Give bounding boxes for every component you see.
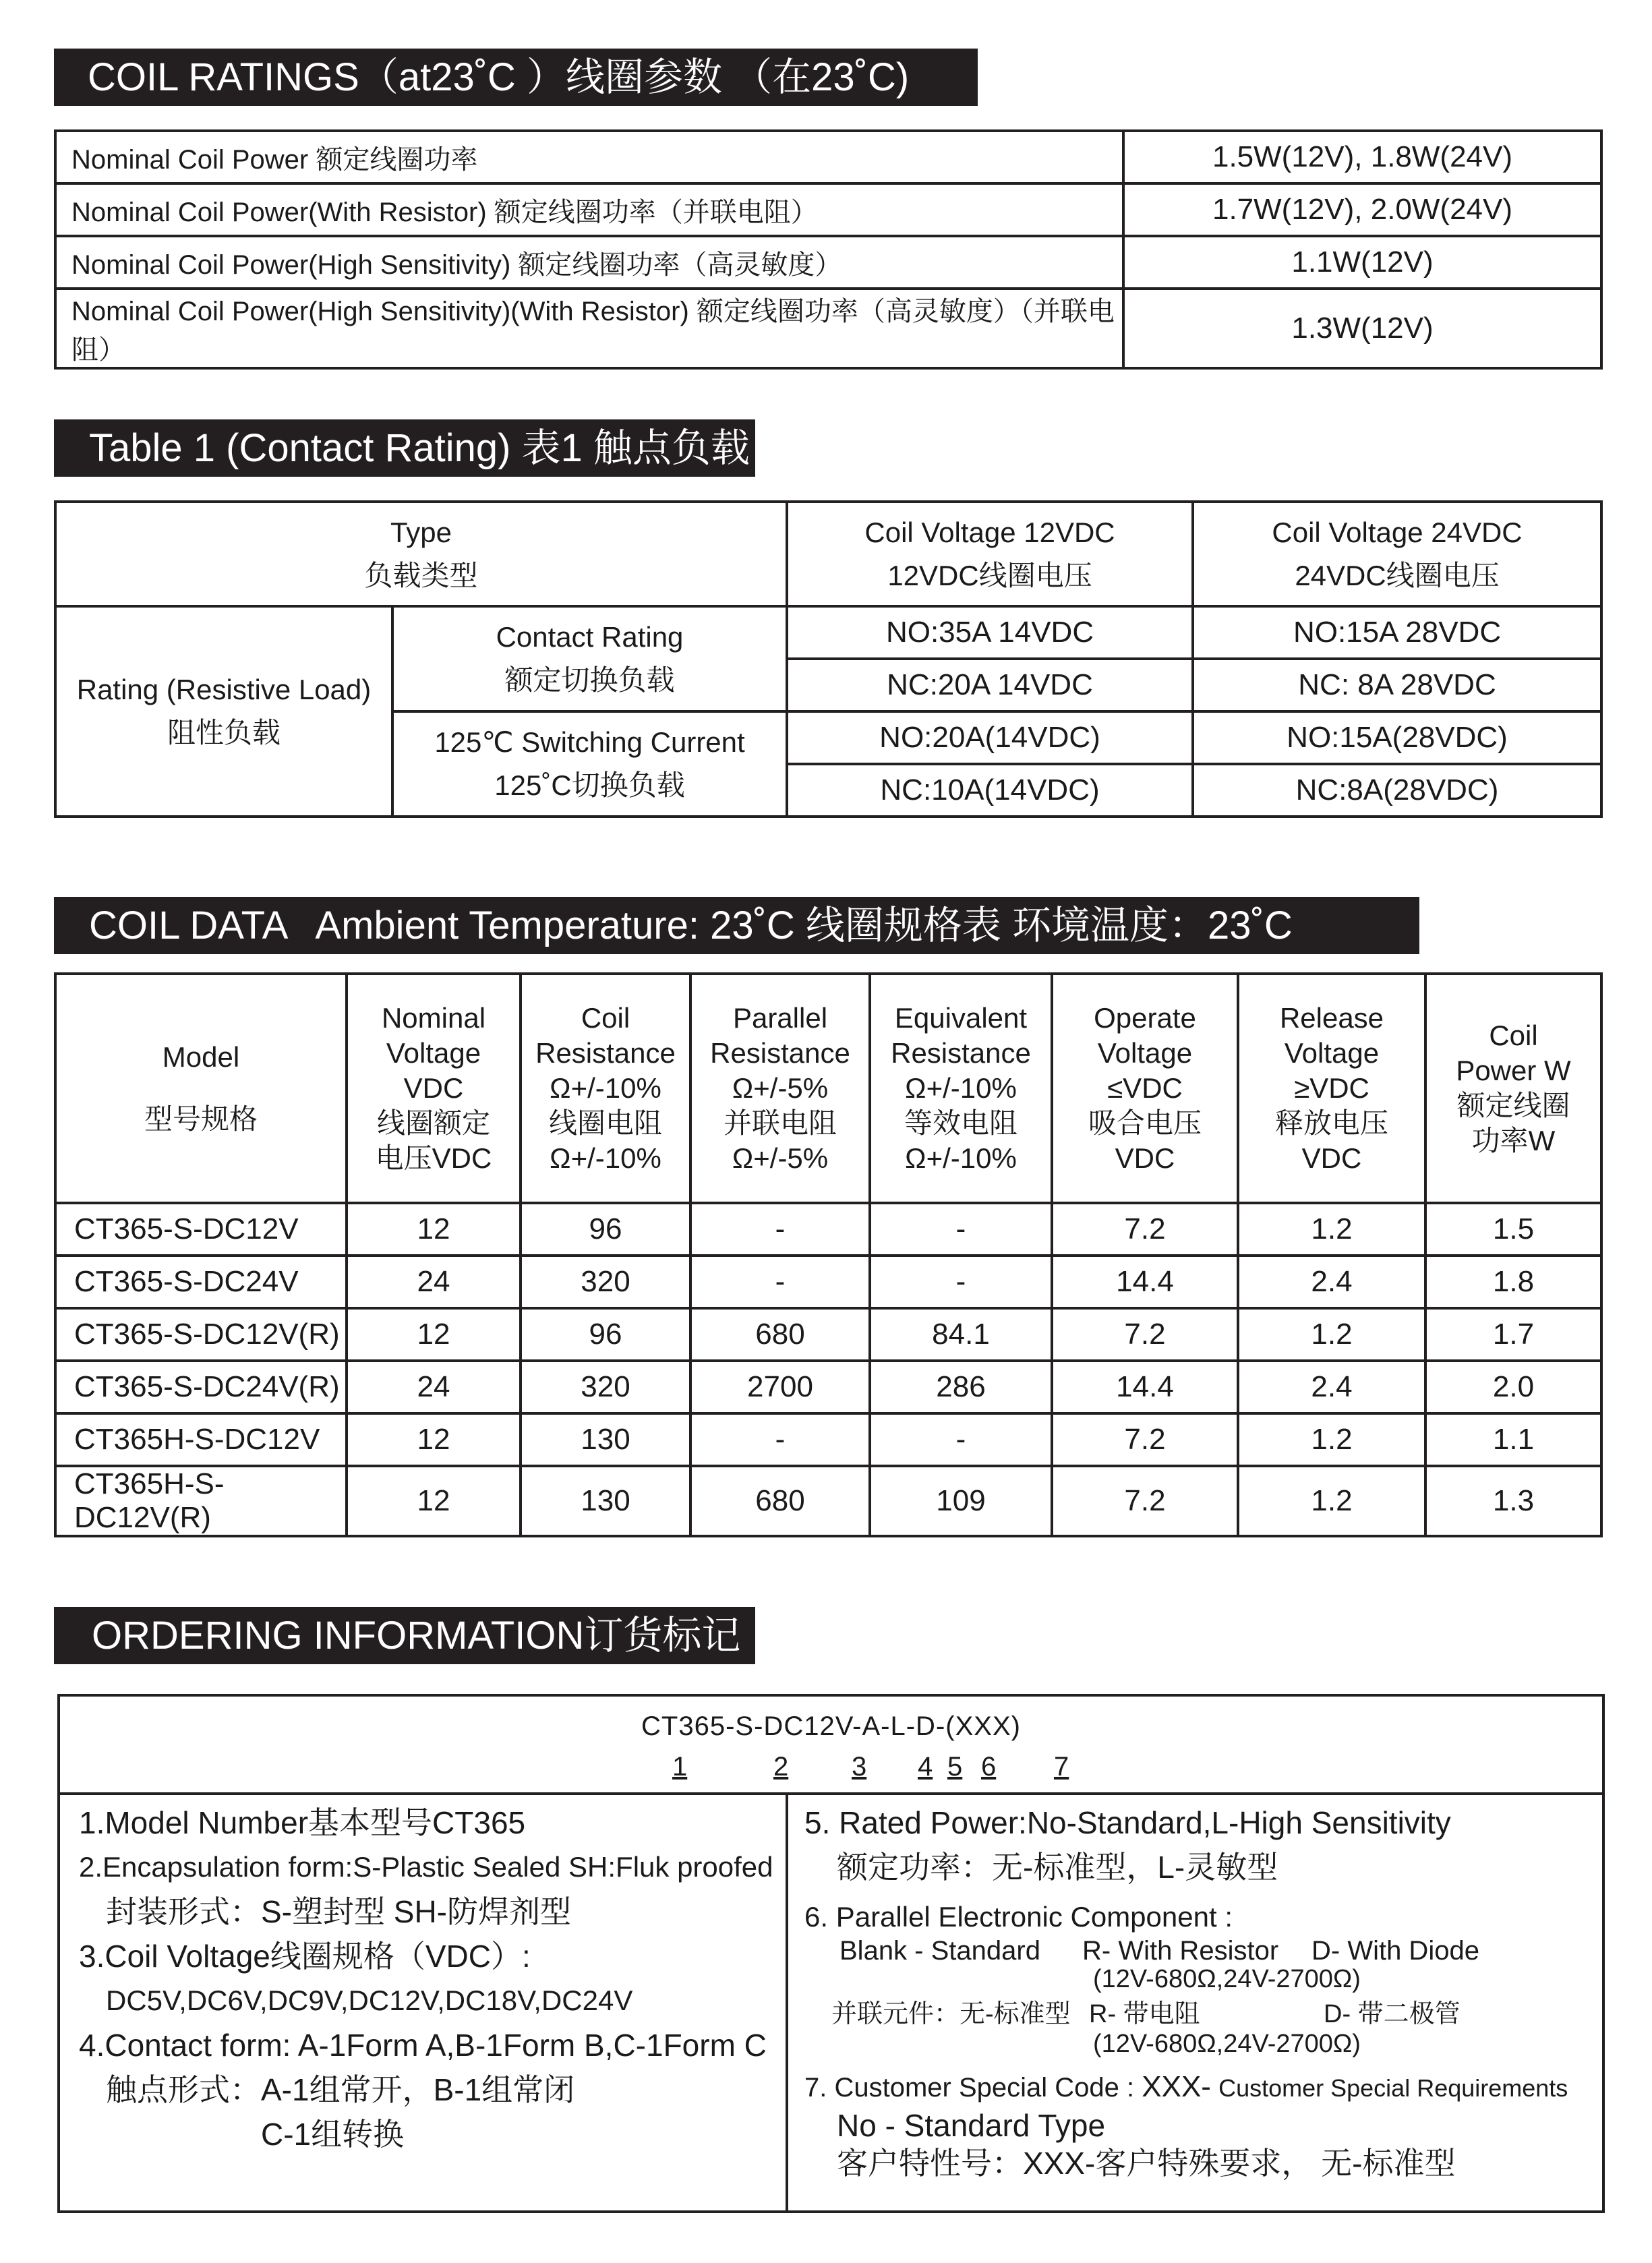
table-row	[55, 1308, 1601, 1361]
contact-en: Contact Rating	[496, 621, 684, 653]
table-row	[55, 1413, 1601, 1466]
ordering-box	[57, 1694, 1605, 2213]
value-cell: NC:20A 14VDC	[787, 659, 1193, 711]
header-line: VDC	[403, 1072, 464, 1104]
value-cell: 109	[870, 1466, 1052, 1536]
switch-cn: 125˚C切换负载	[494, 769, 685, 801]
value-cell: NO:20A(14VDC)	[787, 711, 1193, 764]
value-cell: 7.2	[1052, 1413, 1238, 1466]
type-header	[55, 502, 787, 606]
model-cell: CT365-S-DC24V(R)	[55, 1361, 347, 1413]
value-cell: 12	[347, 1308, 521, 1361]
coil-voltage-values: DC5V,DC6V,DC9V,DC12V,DC18V,DC24V	[106, 1985, 633, 2016]
header-line: 吸合电压	[1088, 1107, 1202, 1139]
value-cell: 130	[521, 1413, 690, 1466]
value-cell: 2.4	[1238, 1361, 1425, 1413]
header-line: Coil	[1489, 1020, 1538, 1051]
option-diode: D- With Diode	[1311, 1936, 1479, 1966]
coil-data-title-a: COIL DATA	[89, 903, 289, 947]
coil-rating-value: 1.3W(12V)	[1123, 289, 1601, 368]
col-12v-cn: 12VDC线圈电压	[887, 559, 1092, 591]
value-cell: -	[870, 1256, 1052, 1308]
header-line: 释放电压	[1274, 1107, 1388, 1139]
coil-rating-label: Nominal Coil Power(High Sensitivity) 额定线圈功率（高灵敏度）	[55, 236, 1123, 289]
parallel-options-cn-row	[804, 2000, 1593, 2030]
customer-code-cn-line: 客户特性号：XXX-客户特殊要求， 无-标准型	[837, 2146, 1456, 2181]
header-line: Nominal	[381, 1002, 486, 1034]
header-line: 等效电阻	[904, 1107, 1017, 1139]
table-row	[55, 502, 1601, 606]
ordering-code-numbers	[60, 1752, 1602, 1786]
ordering-divider	[786, 1792, 788, 2213]
coil-data-table	[54, 972, 1603, 1537]
code-number: 2	[773, 1752, 789, 1782]
header-parallel-resistance	[690, 974, 870, 1203]
parallel-options-row	[804, 1935, 1593, 1965]
value-cell: 286	[870, 1361, 1052, 1413]
coil-rating-label: Nominal Coil Power(High Sensitivity)(With Resistor) 额定线圈功率（高灵敏度）（并联电阻）	[55, 289, 1123, 368]
encapsulation-cn-line: 封装形式：S-塑封型 SH-防焊剂型	[106, 1894, 571, 1929]
contact-rating-title: Table 1 (Contact Rating) 表1 触点负载	[89, 425, 750, 470]
header-line: Power W	[1456, 1055, 1571, 1086]
coil-data-title-b: Ambient Temperature: 23˚C 线圈规格表 环境温度：23˚C	[315, 903, 1293, 947]
col-24v-header	[1193, 502, 1601, 606]
header-line: Ω+/-10%	[905, 1142, 1017, 1174]
coil-rating-value: 1.1W(12V)	[1123, 236, 1601, 289]
table-row	[55, 236, 1601, 289]
code-number: 6	[981, 1752, 997, 1782]
header-line: 功率W	[1471, 1125, 1556, 1156]
contact-rating-cell	[392, 606, 787, 711]
header-line: Voltage	[386, 1037, 481, 1069]
value-cell: 1.8	[1425, 1256, 1601, 1308]
value-cell: 1.2	[1238, 1466, 1425, 1536]
header-line: 线圈额定	[376, 1107, 490, 1139]
ordering-right-column	[804, 1798, 1593, 2182]
model-number-line: 1.Model Number基本型号CT365	[79, 1805, 526, 1840]
header-line: Parallel	[732, 1002, 828, 1034]
value-cell: NC: 8A 28VDC	[1193, 659, 1601, 711]
value-cell: 1.5	[1425, 1203, 1601, 1256]
value-cell: 7.2	[1052, 1203, 1238, 1256]
value-cell: 96	[521, 1308, 690, 1361]
header-line: Voltage	[1097, 1037, 1193, 1069]
contact-form-cn-line: 触点形式：A-1组常开，B-1组常闭	[106, 2072, 575, 2107]
rating-en: Rating (Resistive Load)	[76, 674, 372, 705]
coil-rating-value: 1.5W(12V), 1.8W(24V)	[1123, 131, 1601, 183]
value-cell: 12	[347, 1413, 521, 1466]
coil-voltage-line: 3.Coil Voltage线圈规格（VDC）:	[79, 1939, 531, 1974]
customer-code-line	[804, 2069, 1593, 2107]
value-cell: NO:15A 28VDC	[1193, 606, 1601, 659]
value-cell: 1.2	[1238, 1308, 1425, 1361]
code-number: 4	[918, 1752, 933, 1782]
contact-rating-table	[54, 500, 1603, 818]
header-line: Ω+/-5%	[732, 1072, 829, 1104]
header-line: VDC	[1301, 1142, 1362, 1174]
table-row	[55, 1203, 1601, 1256]
table-header-row	[55, 974, 1601, 1203]
switch-en: 125℃ Switching Current	[434, 726, 745, 758]
value-cell: 1.7	[1425, 1308, 1601, 1361]
header-line: Resistance	[710, 1037, 850, 1069]
header-line: Model	[162, 1041, 240, 1073]
header-equivalent-resistance	[870, 974, 1052, 1203]
model-cell: CT365-S-DC12V(R)	[55, 1308, 347, 1361]
coil-rating-label: Nominal Coil Power(With Resistor) 额定线圈功率（并联电阻）	[55, 183, 1123, 236]
value-cell: -	[690, 1203, 870, 1256]
value-cell: 7.2	[1052, 1466, 1238, 1536]
encapsulation-line: 2.Encapsulation form:S-Plastic Sealed SH:Fluk proofed	[79, 1851, 773, 1883]
code-number: 1	[672, 1752, 688, 1782]
no-standard-line: No - Standard Type	[837, 2108, 1106, 2143]
resistor-values: (12V-680Ω,24V-2700Ω)	[1093, 1965, 1361, 1993]
value-cell: 1.2	[1238, 1203, 1425, 1256]
model-cell: CT365H-S-DC12V	[55, 1413, 347, 1466]
model-cell: CT365-S-DC24V	[55, 1256, 347, 1308]
col-12v-header	[787, 502, 1193, 606]
code-number: 5	[947, 1752, 963, 1782]
type-cn: 负载类型	[364, 559, 478, 591]
value-cell: 1.2	[1238, 1413, 1425, 1466]
rating-cn: 阻性负载	[167, 717, 281, 748]
value-cell: 680	[690, 1466, 870, 1536]
col-12v-en: Coil Voltage 12VDC	[864, 516, 1115, 548]
header-line: Ω+/-10%	[550, 1142, 661, 1174]
value-cell: NC:10A(14VDC)	[787, 764, 1193, 817]
header-coil-resistance	[521, 974, 690, 1203]
option-diode-cn: D- 带二极管	[1324, 2000, 1461, 2028]
value-cell: 14.4	[1052, 1361, 1238, 1413]
col-24v-en: Coil Voltage 24VDC	[1272, 516, 1523, 548]
header-line: 并联电阻	[723, 1107, 837, 1139]
header-line: Resistance	[891, 1037, 1031, 1069]
header-line: Operate	[1094, 1002, 1196, 1034]
value-cell: 2.0	[1425, 1361, 1601, 1413]
contact-cn: 额定切换负载	[504, 664, 675, 696]
parallel-component-line: 6. Parallel Electronic Component :	[804, 1901, 1233, 1933]
switching-cell	[392, 711, 787, 817]
header-line: Resistance	[535, 1037, 676, 1069]
customer-code-desc: Customer Special Requirements	[1218, 2074, 1568, 2102]
value-cell: -	[870, 1413, 1052, 1466]
value-cell: 24	[347, 1256, 521, 1308]
header-coil-power	[1425, 974, 1601, 1203]
table-row	[55, 289, 1601, 368]
option-standard: Blank - Standard	[839, 1936, 1040, 1966]
value-cell: 12	[347, 1203, 521, 1256]
value-cell: 14.4	[1052, 1256, 1238, 1308]
ordering-title: ORDERING INFORMATION订货标记	[92, 1613, 741, 1657]
resistor-values-2: (12V-680Ω,24V-2700Ω)	[1093, 2030, 1361, 2058]
value-cell: 24	[347, 1361, 521, 1413]
model-cell: CT365-S-DC12V	[55, 1203, 347, 1256]
table-row	[55, 183, 1601, 236]
table-row	[55, 606, 1601, 659]
coil-rating-label: Nominal Coil Power 额定线圈功率	[55, 131, 1123, 183]
header-model	[55, 974, 347, 1203]
coil-rating-value: 1.7W(12V), 2.0W(24V)	[1123, 183, 1601, 236]
header-release-voltage	[1238, 974, 1425, 1203]
option-standard-cn: 并联元件：无-标准型	[831, 2000, 1071, 2028]
value-cell: 7.2	[1052, 1308, 1238, 1361]
coil-ratings-header	[54, 49, 978, 106]
customer-code-xxx: XXX-	[1142, 2070, 1211, 2103]
type-en: Type	[390, 516, 452, 548]
value-cell: 320	[521, 1256, 690, 1308]
header-line: Equivalent	[894, 1002, 1028, 1034]
value-cell: 1.1	[1425, 1413, 1601, 1466]
ordering-left-column	[79, 1798, 780, 2156]
contact-form-line: 4.Contact form: A-1Form A,B-1Form B,C-1Form C	[79, 2028, 767, 2063]
model-cell: CT365H-S-DC12V(R)	[55, 1466, 347, 1536]
code-number: 7	[1054, 1752, 1069, 1782]
value-cell: NC:8A(28VDC)	[1193, 764, 1601, 817]
value-cell: 2.4	[1238, 1256, 1425, 1308]
table-row	[55, 1256, 1601, 1308]
customer-code-label: 7. Customer Special Code :	[804, 2073, 1135, 2103]
option-resistor-cn: R- 带电阻	[1089, 2000, 1200, 2028]
header-line: Coil	[581, 1002, 630, 1034]
table-row	[55, 1361, 1601, 1413]
value-cell: -	[690, 1256, 870, 1308]
value-cell: 1.3	[1425, 1466, 1601, 1536]
coil-data-header	[54, 897, 1419, 954]
col-24v-cn: 24VDC线圈电压	[1295, 559, 1500, 591]
header-line: 型号规格	[144, 1103, 258, 1135]
value-cell: -	[870, 1203, 1052, 1256]
rated-power-line: 5. Rated Power:No-Standard,L-High Sensitivity	[804, 1805, 1451, 1840]
value-cell: 130	[521, 1466, 690, 1536]
value-cell: 2700	[690, 1361, 870, 1413]
header-line: Release	[1279, 1002, 1384, 1034]
value-cell: NO:35A 14VDC	[787, 606, 1193, 659]
header-operate-voltage	[1052, 974, 1238, 1203]
ordering-header	[54, 1607, 755, 1664]
table-row	[55, 131, 1601, 183]
header-line: VDC	[1115, 1142, 1175, 1174]
ordering-code-area	[60, 1697, 1602, 1795]
value-cell: 84.1	[870, 1308, 1052, 1361]
header-line: ≤VDC	[1107, 1072, 1183, 1104]
header-line: 电压VDC	[375, 1142, 492, 1174]
header-line: 线圈电阻	[548, 1107, 662, 1139]
ordering-code: CT365-S-DC12V-A-L-D-(XXX)	[641, 1711, 1021, 1741]
value-cell: 12	[347, 1466, 521, 1536]
option-resistor: R- With Resistor	[1082, 1936, 1279, 1966]
header-line: Ω+/-5%	[732, 1142, 829, 1174]
value-cell: -	[690, 1413, 870, 1466]
value-cell: 96	[521, 1203, 690, 1256]
header-line: Voltage	[1284, 1037, 1380, 1069]
header-line: ≥VDC	[1294, 1072, 1369, 1104]
rated-power-cn-line: 额定功率：无-标准型，L-灵敏型	[837, 1850, 1278, 1885]
header-line: 额定线圈	[1456, 1090, 1570, 1121]
rating-cell	[55, 606, 392, 817]
contact-form-cn-line-2: C-1组转换	[261, 2117, 405, 2152]
header-line: Ω+/-10%	[550, 1072, 661, 1104]
code-number: 3	[852, 1752, 867, 1782]
value-cell: 320	[521, 1361, 690, 1413]
coil-ratings-title: COIL RATINGS（at23˚C ）线圈参数 （在23˚C)	[88, 55, 910, 99]
table-row	[55, 1466, 1601, 1536]
header-line: Ω+/-10%	[905, 1072, 1017, 1104]
contact-rating-header	[54, 419, 755, 477]
value-cell: NO:15A(28VDC)	[1193, 711, 1601, 764]
value-cell: 680	[690, 1308, 870, 1361]
coil-ratings-table	[54, 129, 1603, 370]
header-nominal-voltage	[347, 974, 521, 1203]
